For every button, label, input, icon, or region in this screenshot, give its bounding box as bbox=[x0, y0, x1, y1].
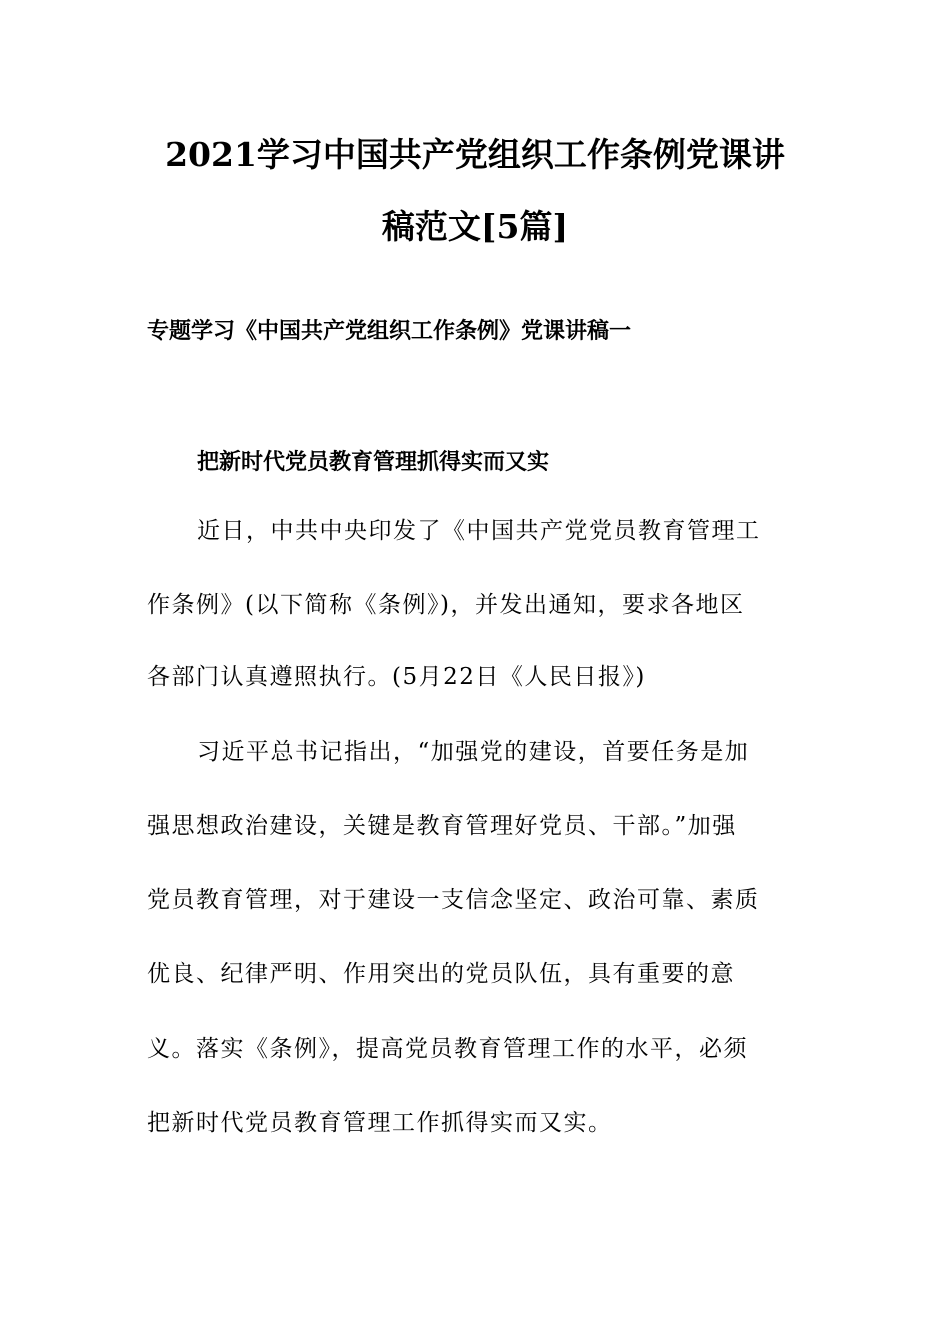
document-title-line-2: 稿范文[5篇] bbox=[381, 207, 569, 246]
paragraph-2-line-3: 党员教育管理，对于建设一支信念坚定、政治可靠、素质 bbox=[147, 887, 760, 913]
section-subtitle: 专题学习《中国共产党组织工作条例》党课讲稿一 bbox=[147, 319, 632, 344]
paragraph-1-line-1: 近日，中共中央印发了《中国共产党党员教育管理工 bbox=[197, 518, 761, 544]
paragraph-2-line-2: 强思想政治建设，关键是教育管理好党员、干部。”加强 bbox=[147, 813, 737, 839]
paragraph-2-line-6: 把新时代党员教育管理工作抓得实而又实。 bbox=[147, 1110, 613, 1136]
paragraph-1-line-2: 作条例》(以下简称《条例》)，并发出通知，要求各地区 bbox=[147, 592, 745, 618]
paragraph-2-line-4: 优良、纪律严明、作用突出的党员队伍，具有重要的意 bbox=[147, 961, 735, 987]
paragraph-2-line-5: 义。落实《条例》，提高党员教育管理工作的水平，必须 bbox=[147, 1036, 748, 1062]
paragraph-1-line-3: 各部门认真遵照执行。(5月22日《人民日报》) bbox=[147, 664, 646, 690]
article-heading: 把新时代党员教育管理抓得实而又实 bbox=[197, 450, 550, 475]
document-title-line-1: 2021学习中国共产党组织工作条例党课讲 bbox=[165, 135, 785, 174]
paragraph-2-line-1: 习近平总书记指出，“加强党的建设，首要任务是加 bbox=[197, 739, 750, 765]
